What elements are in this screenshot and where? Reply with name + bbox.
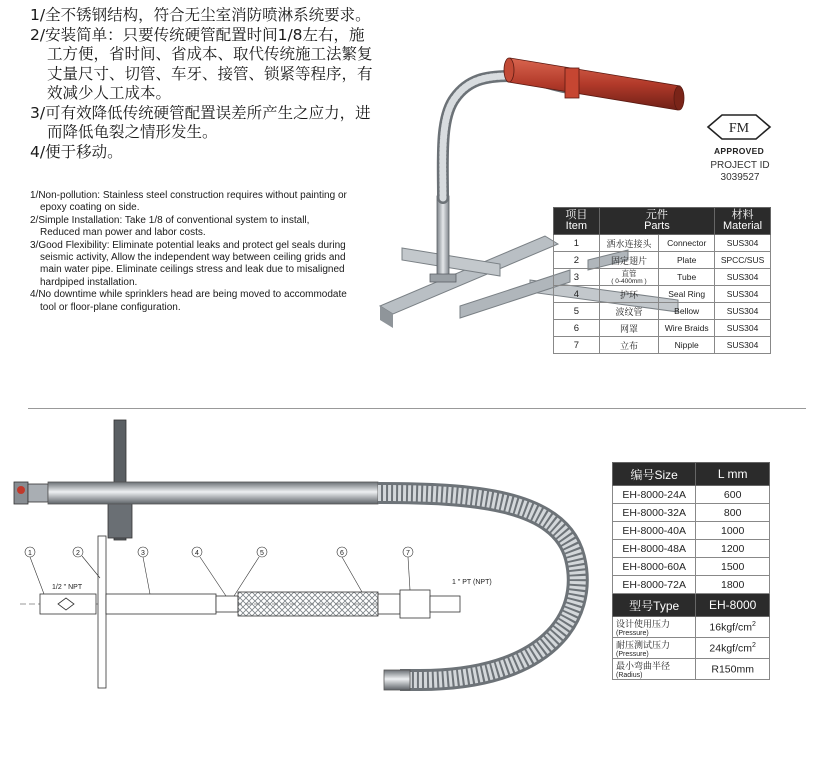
parts-material: SUS304 [715, 286, 771, 303]
type-header-row: 型号Type EH-8000 [613, 594, 770, 617]
parts-item-no: 5 [554, 303, 600, 320]
project-id: PROJECT ID 3039527 [710, 160, 770, 183]
svg-text:6: 6 [340, 550, 344, 557]
parts-name-en: Tube [659, 269, 715, 286]
size-model: EH-8000-40A [613, 522, 696, 540]
size-row [613, 522, 770, 540]
svg-text:4: 4 [195, 550, 199, 557]
parts-table-header [554, 208, 771, 235]
feature-en-1: 1/Non-pollution: Stainless steel construction requires without painting or epoxy coating on side. [30, 190, 347, 214]
spec-label: 最小弯曲半径(Radius) [613, 659, 696, 680]
header-material: 材料 Material [715, 208, 771, 235]
feature-en-4: 4/No downtime while sprinklers head are being moved to accommodate tool or floor-plane configuration. [30, 289, 347, 313]
size-table-header: 编号Size L mm [613, 463, 770, 486]
parts-row [554, 286, 771, 303]
parts-item-no: 3 [554, 269, 600, 286]
fm-diamond-icon [704, 112, 774, 142]
svg-text:FM: FM [728, 121, 750, 136]
fm-approved-logo: FM APPROVED [704, 112, 774, 156]
diagram-markers [25, 547, 413, 596]
svg-text:1: 1 [28, 550, 32, 557]
straight-tube [48, 482, 378, 504]
feature-zh-2: 2/安装简单：只要传统硬管配置时间1/8左右，施 工方便，省时间、省成本、取代传统施工法繁复 丈量尺寸、切管、车牙、接管、锁紧等程序，有 效减少人工成本。 [30, 25, 373, 102]
size-model: EH-8000-32A [613, 504, 696, 522]
size-model: EH-8000-24A [613, 486, 696, 504]
parts-item-no: 1 [554, 235, 600, 252]
parts-row [554, 252, 771, 269]
feature-zh-1: 1/全不锈钢结构，符合无尘室消防喷淋系统要求。 [30, 6, 371, 24]
feature-en-2: 2/Simple Installation: Take 1/8 of conventional system to install, Reduced man power and labor costs. [30, 214, 310, 239]
size-length: 1500 [696, 558, 770, 576]
header-parts: 元件 Parts [599, 208, 714, 235]
parts-name-en: Plate [659, 252, 715, 269]
parts-name-zh: 固定翅片 [599, 252, 659, 269]
spec-value: $16kgf/cm^2$ [696, 617, 770, 638]
size-row [613, 558, 770, 576]
parts-material: SUS304 [715, 303, 771, 320]
marker-2 [73, 547, 100, 578]
parts-item-no: 4 [554, 286, 600, 303]
red-main-pipe [504, 58, 684, 110]
npt-label-right: 1 " PT (NPT) [452, 579, 492, 586]
spec-label: 设计使用压力(Pressure) [613, 617, 696, 638]
svg-text:7: 7 [406, 550, 410, 557]
parts-name-zh: 护环 [599, 286, 659, 303]
size-row [613, 486, 770, 504]
size-length: 800 [696, 504, 770, 522]
parts-row [554, 337, 771, 354]
spec-row [613, 659, 770, 680]
parts-material: SUS304 [715, 337, 771, 354]
parts-row [554, 303, 771, 320]
hose-technical-diagram [0, 418, 610, 710]
header-item: 项目 Item [554, 208, 600, 235]
npt-label-left: 1/2 " NPT [52, 584, 83, 591]
parts-material: SPCC/SUS [715, 252, 771, 269]
parts-table [553, 207, 771, 354]
sprinkler-head-icon [14, 482, 48, 504]
marker-1 [25, 547, 44, 594]
svg-text:2: 2 [76, 550, 80, 557]
marker-3 [138, 547, 150, 594]
spec-row [613, 617, 770, 638]
parts-name-en: Connector [659, 235, 715, 252]
parts-name-en: Seal Ring [659, 286, 715, 303]
parts-item-no: 6 [554, 320, 600, 337]
bracket-plate [108, 420, 132, 540]
nipple-end [384, 670, 410, 690]
parts-material: SUS304 [715, 269, 771, 286]
spec-row [613, 638, 770, 659]
feature-zh-3: 3/可有效降低传统硬管配置误差所产生之应力，进 而降低龟裂之情形发生。 [30, 103, 371, 141]
spec-value: R150mm [696, 659, 770, 680]
spec-value: $24kgf/cm^2$ [696, 638, 770, 659]
feature-list-zh [30, 6, 375, 162]
size-length: 1800 [696, 576, 770, 594]
parts-row [554, 269, 771, 286]
feature-en-3: 3/Good Flexibility: Eliminate potential leaks and protect gel seals during seismic activity, Allow the independent way between ceiling grids and main water pipe. Eliminate ceilings stress and leak due to misaligned hardpiped installation. [30, 239, 346, 288]
size-spec-table [612, 462, 770, 680]
size-row [613, 540, 770, 558]
parts-item-no: 7 [554, 337, 600, 354]
parts-name-zh: 立布 [599, 337, 659, 354]
parts-row [554, 235, 771, 252]
feature-list-en [30, 190, 370, 314]
marker-5 [234, 547, 267, 596]
parts-name-zh: 直管 ( 0-400mm ) [599, 269, 659, 286]
marker-6 [337, 547, 362, 592]
spec-label: 耐压测试压力(Pressure) [613, 638, 696, 659]
svg-text:3: 3 [141, 550, 145, 557]
parts-name-en: Nipple [659, 337, 715, 354]
size-row [613, 576, 770, 594]
size-model: EH-8000-60A [613, 558, 696, 576]
cross-section-drawing [20, 536, 460, 688]
vertical-tube [437, 196, 449, 276]
size-model: EH-8000-72A [613, 576, 696, 594]
parts-name-zh: 洒水连接头 [599, 235, 659, 252]
size-row [613, 504, 770, 522]
parts-name-zh: 波纹管 [599, 303, 659, 320]
size-model: EH-8000-48A [613, 540, 696, 558]
parts-material: SUS304 [715, 235, 771, 252]
size-length: 600 [696, 486, 770, 504]
marker-4 [192, 547, 226, 596]
svg-text:5: 5 [260, 550, 264, 557]
section-divider [28, 408, 806, 409]
parts-row [554, 320, 771, 337]
parts-material: SUS304 [715, 320, 771, 337]
parts-name-zh: 网罩 [599, 320, 659, 337]
marker-7 [403, 547, 413, 590]
size-length: 1200 [696, 540, 770, 558]
size-length: 1000 [696, 522, 770, 540]
parts-name-en: Wire Braids [659, 320, 715, 337]
parts-item-no: 2 [554, 252, 600, 269]
parts-name-en: Bellow [659, 303, 715, 320]
feature-zh-4: 4/便于移动。 [30, 142, 123, 161]
